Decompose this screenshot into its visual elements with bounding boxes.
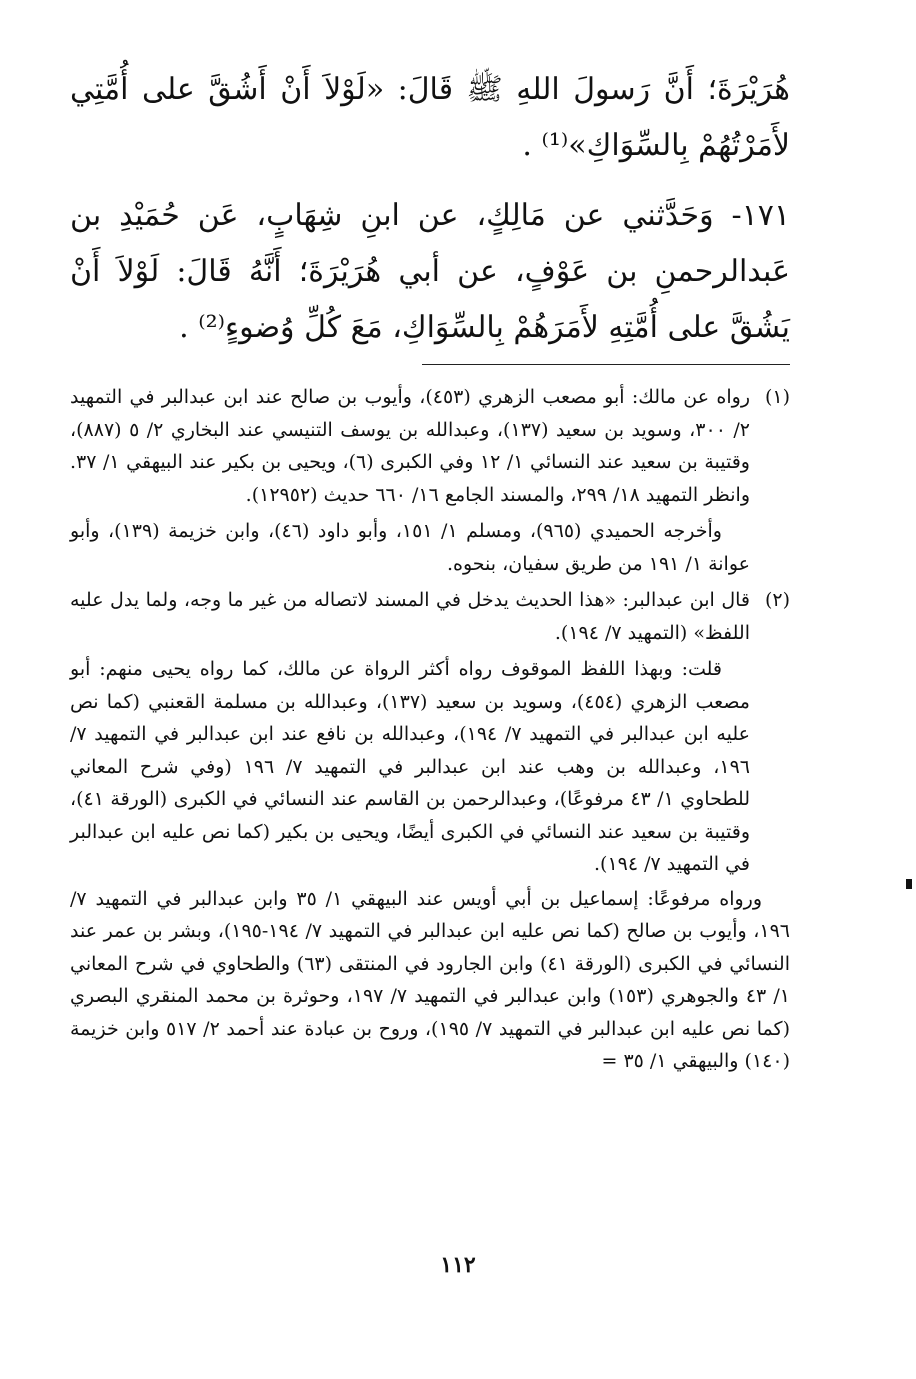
page-number: ١١٢ xyxy=(440,1252,476,1278)
book-page xyxy=(70,62,790,1078)
hadith-number: ١٧١- xyxy=(731,198,790,233)
hadith-171 xyxy=(70,188,790,356)
footnote-marker: (٢) xyxy=(764,589,790,611)
footnote-body xyxy=(70,381,750,580)
footnote-1 xyxy=(70,381,790,580)
scan-edge-mark xyxy=(906,879,912,889)
footnote-2 xyxy=(70,584,790,881)
main-text-continuation-body: هُرَيْرَةَ؛ أَنَّ رَسولَ اللهِ ﷺ قَالَ: «لَوْلاَ أَنْ أَشُقَّ على أُمَّتِي لأَمَرْتُهُمْ بِالسِّوَاكِ»⁽¹⁾ . xyxy=(70,72,790,163)
footnote-body xyxy=(70,584,750,881)
footnote-marker: (١) xyxy=(764,386,790,408)
footnotes xyxy=(70,381,790,1078)
hadith-171-text: وَحَدَّثني عن مَالِكٍ، عن ابنِ شِهَابٍ، عَن حُمَيْدِ بن عَبدالرحمنِ بن عَوْفٍ، عن أبي هُرَيْرَةَ؛ أَنَّهُ قَالَ: لَوْلاَ أَنْ يَشُقَّ على أُمَّتِهِ لأَمَرَهُمْ بِالسِّوَاكِ، مَعَ كُلِّ وُضوءٍ⁽²⁾ . xyxy=(70,198,790,345)
footnote-paragraph: وأخرجه الحميدي (٩٦٥)، ومسلم ١/ ١٥١، وأبو داود (٤٦)، وابن خزيمة (١٣٩)، وأبو عوانة ١/ ١٩١ من طريق سفيان، بنحوه. xyxy=(70,520,750,575)
footnote-paragraph: رواه عن مالك: أبو مصعب الزهري (٤٥٣)، وأيوب بن صالح عند ابن عبدالبر في التمهيد ٢/ ٣٠٠، وسويد بن سعيد (١٣٧)، وعبدالله بن يوسف التنيسي عند البخاري ٢/ ٥ (٨٨٧)، وقتيبة بن سعيد عند النسائي ١/ ١٢ وفي الكبرى (٦)، ويحيى بن بكير عند البيهقي ١/ ٣٧. وانظر التمهيد ١٨/ ٢٩٩، والمسند الجامع ١٦/ ٦٦٠ حديث (١٢٩٥٢). xyxy=(70,386,751,506)
footnote-divider xyxy=(422,364,790,365)
main-text-continuation xyxy=(70,62,790,174)
footnote-paragraph: قال ابن عبدالبر: «هذا الحديث يدخل في المسند لاتصاله من غير ما وجه، ولما يدل عليه اللفظ» (التمهيد ٧/ ١٩٤). xyxy=(70,589,750,644)
footnote-paragraph: قلت: وبهذا اللفظ الموقوف رواه أكثر الرواة عن مالك، كما رواه يحيى منهم: أبو مصعب الزهري (٤٥٤)، وسويد بن سعيد (١٣٧)، وعبدالله بن مسلمة القعنبي (كما نص عليه ابن عبدالبر في التمهيد ٧/ ١٩٤)، وعبدالله بن نافع عند ابن عبدالبر في التمهيد ٧/ ١٩٦، وعبدالله بن وهب عند ابن عبدالبر في التمهيد ٧/ ١٩٦ (وفي شرح المعاني للطحاوي ١/ ٤٣ مرفوعًا)، وعبدالرحمن بن القاسم عند النسائي في الكبرى (الورقة ٤١)، وقتيبة بن سعيد عند النسائي في الكبرى أيضًا، ويحيى بن بكير (كما نص عليه ابن عبدالبر في التمهيد ٧/ ١٩٤). xyxy=(70,658,750,875)
footnote-continuation-paragraph: ورواه مرفوعًا: إسماعيل بن أبي أويس عند البيهقي ١/ ٣٥ وابن عبدالبر في التمهيد ٧/ ١٩٦، وأيوب بن صالح (كما نص عليه ابن عبدالبر في التمهيد ٧/ ١٩٤-١٩٥)، وبشر بن عمر عند النسائي في الكبرى (الورقة ٤١) وابن الجارود في المنتقى (٦٣) والطحاوي في شرح المعاني ١/ ٤٣ والجوهري (١٥٣) وابن عبدالبر في التمهيد ٧/ ١٩٧، وحوثرة بن محمد المنقري البصري (كما نص عليه ابن عبدالبر في التمهيد ٧/ ١٩٥)، وروح بن عبادة عند أحمد ٢/ ٥١٧ وابن خزيمة (١٤٠) والبيهقي ١/ ٣٥ = xyxy=(70,887,790,1072)
